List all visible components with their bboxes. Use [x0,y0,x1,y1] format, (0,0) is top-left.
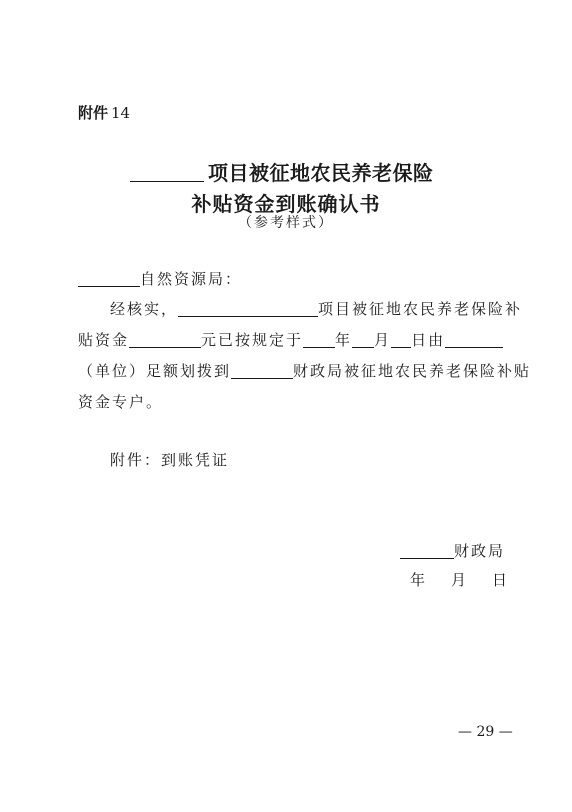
body-line-2-b: 元已按规定于 [201,331,304,349]
finance-bureau-blank[interactable] [231,363,293,379]
source-blank[interactable] [445,332,503,348]
document-title-line1 [130,157,434,186]
attachment-number: 14 [111,104,131,122]
signature-org-suffix: 财政局 [454,542,506,560]
addressee-line [78,268,242,289]
signature-org-blank[interactable] [400,543,454,559]
attachment-note: 附件：到账凭证 [110,451,230,469]
signature-day: 日 [492,571,510,589]
body-line-1 [110,298,522,319]
body-line-4: 资金专户。 [78,393,164,411]
body-line-3 [78,360,531,381]
document-title-line2: 补贴资金到账确认书 [191,192,381,216]
body-line-3-b: 财政局被征地农民养老保险补贴 [293,362,532,380]
year-blank[interactable] [303,332,335,348]
project-name-blank[interactable] [130,161,204,182]
page-number: — 29 — [458,724,513,740]
document-subtitle: （参考样式） [238,215,334,231]
day-blank[interactable] [391,332,411,348]
attachment-label [78,102,130,123]
body-line-3-a: （单位）足额划拨到 [78,362,232,380]
body-line-1-b: 项目被征地农民养老保险补 [318,300,523,318]
body-line-2-a: 贴资金 [78,331,130,349]
title-line1-text: 项目被征地农民养老保险 [208,161,434,185]
body-line-2 [78,329,503,350]
addressee-suffix: 自然资源局： [140,270,243,288]
amount-blank[interactable] [129,332,201,348]
project-blank[interactable] [178,301,318,317]
addressee-blank[interactable] [78,271,140,287]
month-blank[interactable] [352,332,374,348]
signature-org [400,540,505,561]
signature-month: 月 [451,571,469,589]
signature-date [410,569,509,590]
attachment-label-text: 附件 [78,104,109,122]
signature-year: 年 [410,571,428,589]
body-year: 年 [335,331,353,349]
body-month: 月 [374,331,392,349]
body-day: 日由 [411,331,446,349]
body-line-1-a: 经核实， [110,300,179,318]
